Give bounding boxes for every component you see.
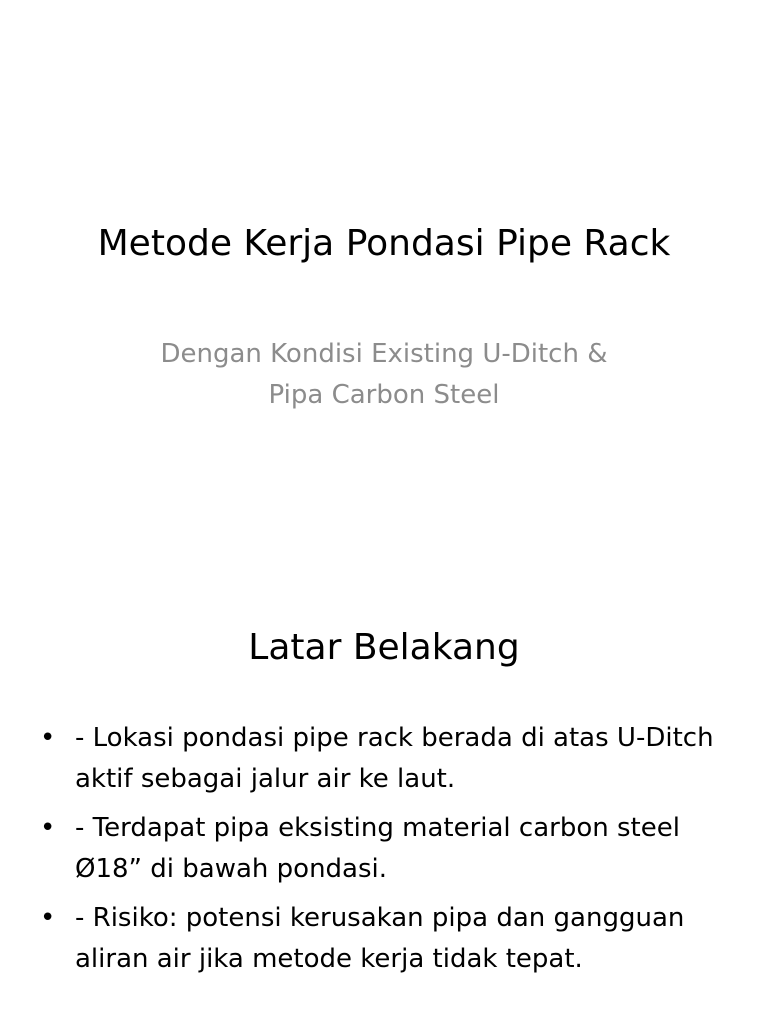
bullet-text: - Risiko: potensi kerusakan pipa dan gangguan aliran air jika metode kerja tidak tepat.: [75, 903, 685, 974]
content-slide: [0, 576, 768, 1024]
bullet-item: [38, 898, 728, 980]
bullet-dot-icon: •: [40, 813, 56, 843]
section-heading: Latar Belakang: [248, 627, 520, 668]
bullet-list: [38, 718, 728, 988]
subtitle-line: Dengan Kondisi Existing U-Ditch &: [160, 339, 608, 369]
subtitle-line: Pipa Carbon Steel: [268, 380, 500, 410]
bullet-text: - Lokasi pondasi pipe rack berada di atas U-Ditch aktif sebagai jalur air ke laut.: [75, 723, 714, 794]
bullet-item: [38, 808, 728, 890]
bullet-text: - Terdapat pipa eksisting material carbon steel Ø18” di bawah pondasi.: [75, 813, 680, 884]
slide-title: Metode Kerja Pondasi Pipe Rack: [97, 223, 671, 264]
bullet-item: [38, 718, 728, 800]
bullet-dot-icon: •: [40, 903, 56, 933]
bullet-dot-icon: •: [40, 723, 56, 753]
slide-subtitle: [120, 334, 648, 416]
